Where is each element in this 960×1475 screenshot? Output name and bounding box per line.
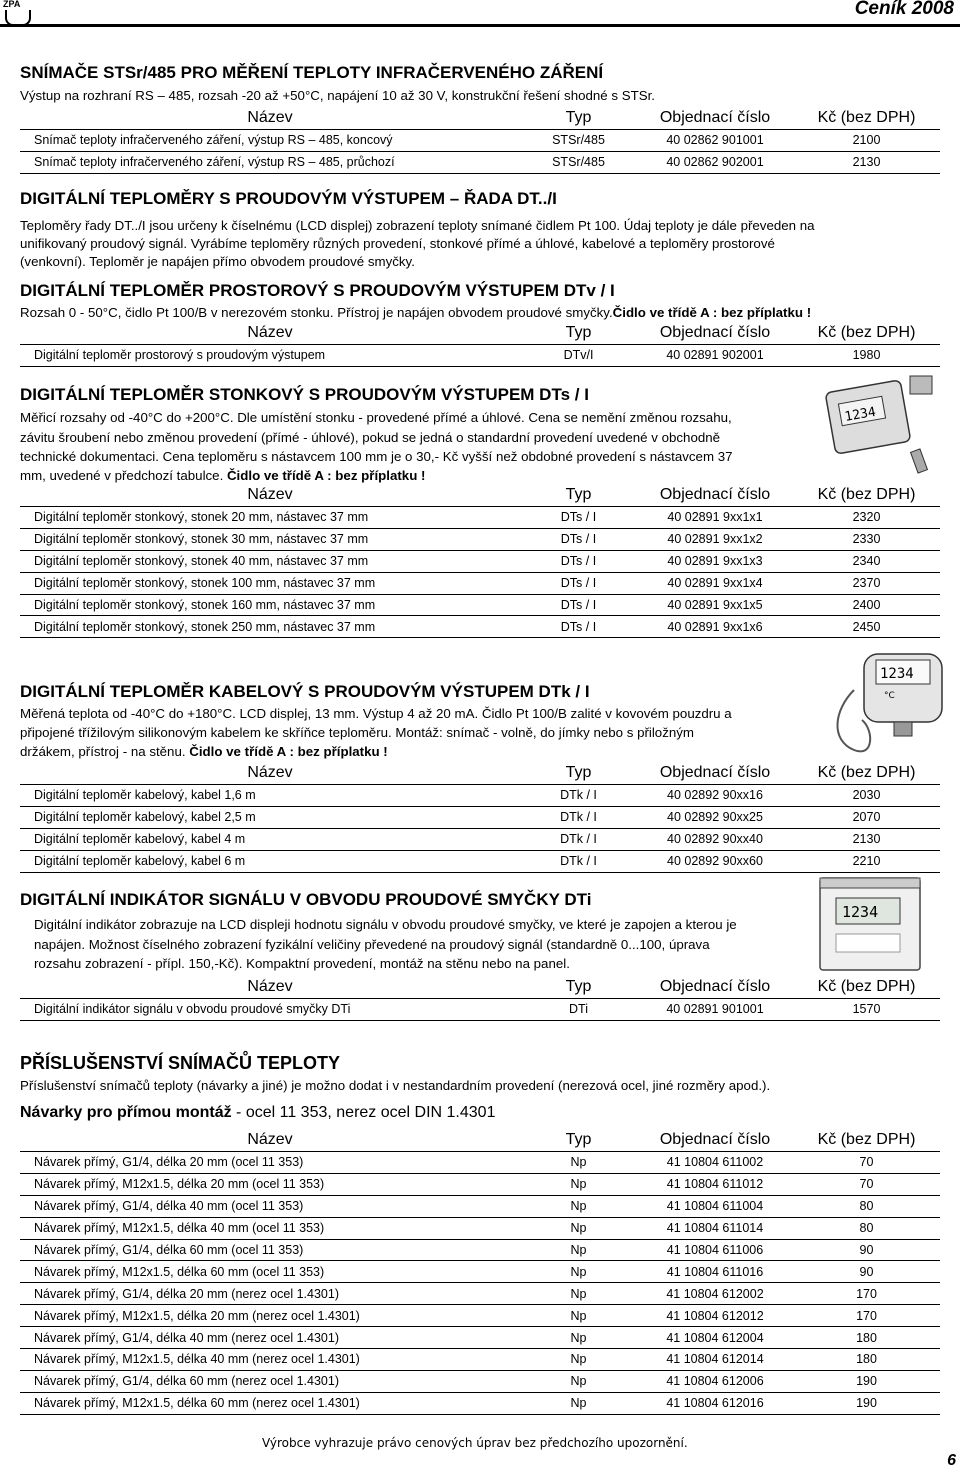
table-row: Snímač teploty infračerveného záření, výstup RS – 485, průchozí STSr/485 40 02862 902001 2130: [20, 151, 940, 173]
cable-gland: [894, 722, 912, 736]
section-title: DIGITÁLNÍ TEPLOMĚRY S PROUDOVÝM VÝSTUPEM – ŘADA DT../I: [20, 189, 557, 208]
table-row: Návarek přímý, M12x1.5, délka 20 mm (nerez ocel 1.4301) Np 41 10804 612012 170: [20, 1305, 940, 1327]
footer-note: Výrobce vyhrazuje právo cenových úprav bez předchozího upozornění.: [262, 1436, 688, 1450]
section-text: (venkovní). Teploměr je napájen přímo obvodem proudové smyčky.: [20, 254, 415, 269]
table-row: Návarek přímý, M12x1.5, délka 60 mm (nerez ocel 1.4301) Np 41 10804 612016 190: [20, 1392, 940, 1414]
price-table: [20, 976, 940, 1021]
table-row: Návarek přímý, G1/4, délka 40 mm (ocel 11 353) Np 41 10804 611004 80: [20, 1195, 940, 1217]
table-row: Návarek přímý, M12x1.5, délka 60 mm (ocel 11 353) Np 41 10804 611016 90: [20, 1261, 940, 1283]
table-header: Název Typ Objednací číslo Kč (bez DPH): [20, 322, 940, 345]
table-row: Digitální teploměr stonkový, stonek 20 mm, nástavec 37 mm DTs / I 40 02891 9xx1x1 2320: [20, 507, 940, 529]
section-text: Teploměry řady DT../I jsou určeny k číselnému (LCD displej) zobrazení teploty snímané čidlem Pt 100. Údaj teploty je dále převeden na: [20, 218, 815, 233]
table-row: Digitální indikátor signálu v obvodu proudové smyčky DTi DTi 40 02891 901001 1570: [20, 999, 940, 1021]
section-title: DIGITÁLNÍ TEPLOMĚR KABELOVÝ S PROUDOVÝM VÝSTUPEM DTk / I: [20, 682, 590, 701]
table-header: Název Typ Objednací číslo Kč (bez DPH): [20, 976, 940, 999]
table-row: Návarek přímý, M12x1.5, délka 20 mm (ocel 11 353) Np 41 10804 611012 70: [20, 1173, 940, 1195]
logo-text: ZPA: [3, 0, 21, 9]
price-table: [20, 322, 940, 367]
section-text: připojené třížilovým silikonovým kabelem ke skříňce teploměru. Montáž: snímač - volně, do jímky nebo s přiložným: [20, 725, 694, 740]
table-row: Digitální teploměr kabelový, kabel 2,5 m DTk / I 40 02892 90xx25 2070: [20, 806, 940, 828]
table-header: Název Typ Objednací číslo Kč (bez DPH): [20, 484, 940, 507]
table-header: Název Typ Objednací číslo Kč (bez DPH): [20, 107, 940, 130]
table-row: Digitální teploměr stonkový, stonek 250 mm, nástavec 37 mm DTs / I 40 02891 9xx1x6 2450: [20, 616, 940, 638]
table-row: Návarek přímý, M12x1.5, délka 40 mm (nerez ocel 1.4301) Np 41 10804 612014 180: [20, 1349, 940, 1371]
table-row: Návarek přímý, M12x1.5, délka 40 mm (ocel 11 353) Np 41 10804 611014 80: [20, 1217, 940, 1239]
lcd-reading: 1234: [842, 903, 879, 921]
cable-gland: [910, 376, 932, 394]
section-title: DIGITÁLNÍ TEPLOMĚR STONKOVÝ S PROUDOVÝM VÝSTUPEM DTs / I: [20, 385, 589, 404]
table-row: Digitální teploměr stonkový, stonek 40 mm, nástavec 37 mm DTs / I 40 02891 9xx1x3 2340: [20, 550, 940, 572]
page-title: Ceník 2008: [854, 0, 954, 19]
section-text: Rozsah 0 - 50°C, čidlo Pt 100/B v nerezovém stonku. Přístroj je napájen obvodem proudové smyčky.Čidlo ve třídě A : bez příplatku !: [20, 305, 812, 320]
table-header: Název Typ Objednací číslo Kč (bez DPH): [20, 1129, 940, 1152]
lcd-reading: 1234: [843, 404, 878, 425]
unit-label: °C: [884, 691, 895, 701]
stem-thermometer-image: [818, 372, 948, 482]
table-row: Digitální teploměr prostorový s proudovým výstupem DTv/I 40 02891 902001 1980: [20, 345, 940, 367]
device-label-plate: [836, 934, 900, 952]
section-title: PŘÍSLUŠENSTVÍ SNÍMAČŮ TEPLOTY: [20, 1053, 341, 1073]
price-table: [20, 1129, 940, 1415]
section-text: Měřicí rozsahy od -40°C do +200°C. Dle umístění stonku - provedené přímé a úhlové. Cena se nemění změnou rozsahu,: [20, 410, 732, 425]
section-text: Příslušenství snímačů teploty (návarky a jiné) je možno dodat i v nestandardním provedení (nerezová ocel, jiné rozměry apod.).: [20, 1078, 771, 1093]
table-row: Návarek přímý, G1/4, délka 20 mm (nerez ocel 1.4301) Np 41 10804 612002 170: [20, 1283, 940, 1305]
price-table: [20, 107, 940, 174]
price-table: [20, 762, 940, 873]
section-title: DIGITÁLNÍ INDIKÁTOR SIGNÁLU V OBVODU PROUDOVÉ SMYČKY DTi: [20, 890, 592, 909]
section-text: držákem, přístroj - na stěnu. Čidlo ve třídě A : bez příplatku !: [20, 744, 388, 759]
table-row: Návarek přímý, G1/4, délka 20 mm (ocel 11 353) Np 41 10804 611002 70: [20, 1152, 940, 1174]
section-text: mm, uvedené v předchozí tabulce. Čidlo ve třídě A : bez příplatku !: [20, 468, 426, 483]
stem-fitting: [911, 449, 928, 473]
table-row: Návarek přímý, G1/4, délka 40 mm (nerez ocel 1.4301) Np 41 10804 612004 180: [20, 1327, 940, 1349]
page-number: 6: [947, 1452, 956, 1469]
section-text: rozsahu zobrazení - přípl. 150,-Kč). Kompaktní provedení, montáž na stěnu nebo na panel.: [34, 956, 570, 971]
table-row: Digitální teploměr kabelový, kabel 1,6 m DTk / I 40 02892 90xx16 2030: [20, 785, 940, 807]
table-row: Digitální teploměr stonkový, stonek 30 mm, nástavec 37 mm DTs / I 40 02891 9xx1x2 2330: [20, 528, 940, 550]
section-text: Měřená teplota od -40°C do +180°C. LCD displej, 13 mm. Výstup 4 až 20 mA. Čidlo Pt 100/B zalité v kovovém pouzdru a: [20, 706, 732, 721]
lcd-reading: 1234: [880, 666, 914, 682]
table-row: Návarek přímý, G1/4, délka 60 mm (nerez ocel 1.4301) Np 41 10804 612006 190: [20, 1370, 940, 1392]
section-text: technické dokumentaci. Cena teploměru s nástavcem 100 mm je o 30,- Kč vyšší než obdobné provedení s nástavcem 37: [20, 449, 733, 464]
table-row: Návarek přímý, G1/4, délka 60 mm (ocel 11 353) Np 41 10804 611006 90: [20, 1239, 940, 1261]
section-text: Digitální indikátor zobrazuje na LCD displeji hodnotu signálu v obvodu proudové smyčky, ve které je zapojen a kterou je: [34, 917, 737, 932]
table-row: Digitální teploměr kabelový, kabel 4 m DTk / I 40 02892 90xx40 2130: [20, 828, 940, 850]
section-title: DIGITÁLNÍ TEPLOMĚR PROSTOROVÝ S PROUDOVÝM VÝSTUPEM DTv / I: [20, 281, 615, 300]
section-text: závitu šroubení nebo změnou provedení (přímé - úhlové), pokud se jedná o standardní provedení uvedené v obchodně: [20, 430, 721, 445]
table-header: Název Typ Objednací číslo Kč (bez DPH): [20, 762, 940, 785]
signal-indicator-image: [816, 874, 924, 974]
section-text: Výstup na rozhraní RS – 485, rozsah -20 až +50°C, napájení 10 až 30 V, konstrukční řešení shodné s STSr.: [20, 88, 655, 103]
table-row: Digitální teploměr stonkový, stonek 100 mm, nástavec 37 mm DTs / I 40 02891 9xx1x4 2370: [20, 572, 940, 594]
cable-thermometer-image: [824, 650, 948, 765]
table-row: Digitální teploměr kabelový, kabel 6 m DTk / I 40 02892 90xx60 2210: [20, 850, 940, 872]
section-title: SNÍMAČE STSr/485 PRO MĚŘENÍ TEPLOTY INFRAČERVENÉHO ZÁŘENÍ: [20, 63, 604, 82]
header-rule: [0, 24, 960, 27]
section-text: napájen. Možnost číselného zobrazení fyzikální veličiny převedené na proudový signál (standardně 0...100, úprava: [34, 937, 710, 952]
price-table: [20, 484, 940, 638]
subsection-title: Návarky pro přímou montáž - ocel 11 353, nerez ocel DIN 1.4301: [20, 1104, 496, 1121]
table-row: Digitální teploměr stonkový, stonek 160 mm, nástavec 37 mm DTs / I 40 02891 9xx1x5 2400: [20, 594, 940, 616]
section-text: unifikovaný proudový signál. Vyrábíme teploměry různých provedení, stonkové přímé a úhlové, kabelové a teploměry prostorové: [20, 236, 775, 251]
device-lid: [820, 878, 920, 888]
table-row: Snímač teploty infračerveného záření, výstup RS – 485, koncový STSr/485 40 02862 901001 2100: [20, 130, 940, 152]
